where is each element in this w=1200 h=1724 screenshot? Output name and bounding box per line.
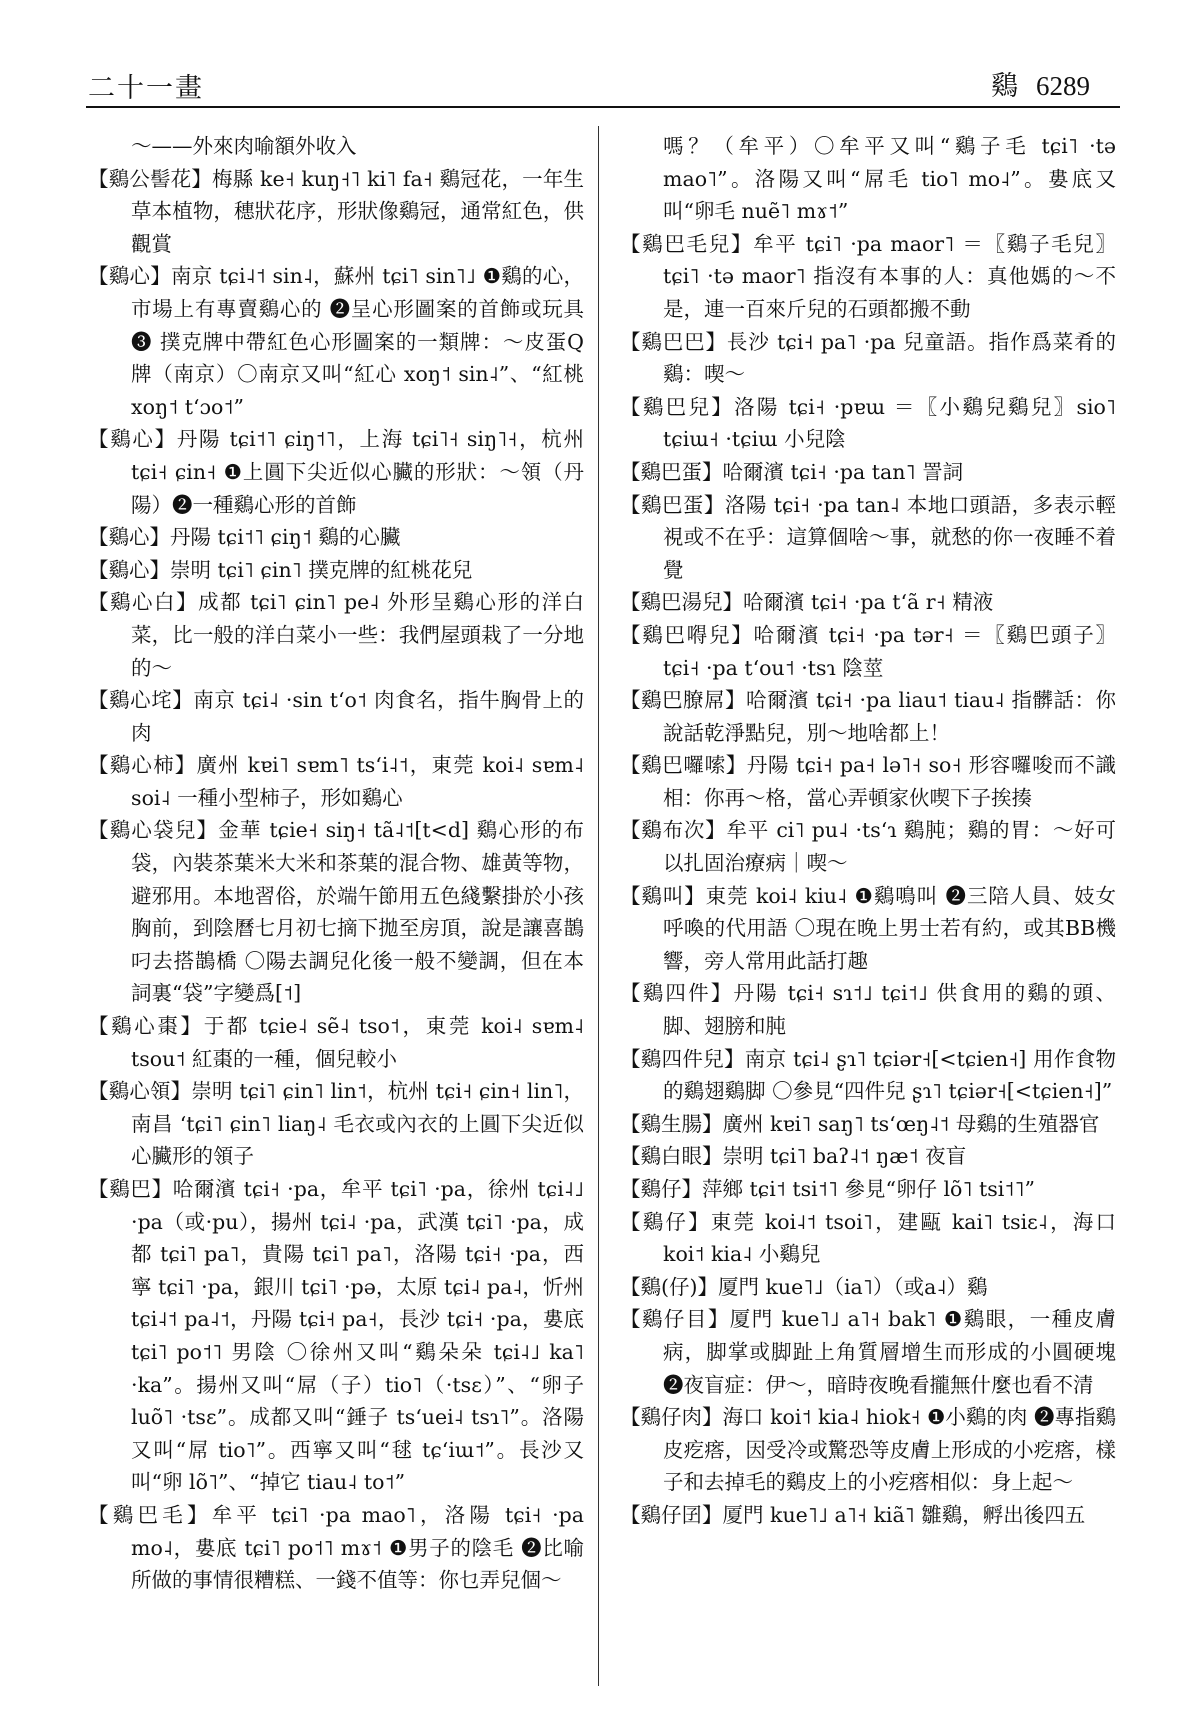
head-character: 鷄 (991, 71, 1018, 102)
dictionary-entry: 【鷄巴膫屌】哈爾濱 tɕi˧ ·pa liau˦ tiau˨ 指髒話：你說話乾淨點兒，別～地啥都上！ (620, 688, 1116, 745)
dictionary-entry: 【鷄心】丹陽 tɕi˦˥ ɕiŋ˦ 鷄的心臟 (88, 525, 401, 550)
dictionary-entry: 【鷄仔目】厦門 kue˥˩ a˥˧ bak˥ ❶鷄眼，一種皮膚病，脚掌或脚趾上角質層增生而形成的小圓硬塊 ❷夜盲症：伊～，暗時夜晚看攏無什麼也看不清 (620, 1307, 1116, 1397)
dictionary-entry: 【鷄巴毛兒】牟平 tɕi˥ ·pa maor˥ ＝〖鷄子毛兒〗tɕi˥ ·tə maor˥ 指沒有本事的人：真他媽的～不是，連一百來斤兒的石頭都搬不動 (620, 231, 1116, 321)
page-header (86, 62, 1120, 108)
dictionary-entry: 【鷄心白】成都 tɕi˥ ɕin˥ pe˨ 外形呈鷄心形的洋白菜，比一般的洋白菜小一些：我們屋頭栽了一分地的～ (88, 590, 584, 680)
dictionary-entry: 【鷄仔囝】厦門 kue˥˩ a˥˧ kiã˥ 雛鷄，孵出後四五 (620, 1502, 1086, 1527)
dictionary-entry: 【鷄生腸】廣州 kɐi˥ saŋ˥ ts‘œŋ˨˦ 母鷄的生殖器官 (620, 1111, 1100, 1136)
dictionary-entry: 【鷄巴巴】長沙 tɕi˧ pa˥ ·pa 兒童語。指作爲菜肴的鷄：喫～ (620, 329, 1116, 387)
left-column (88, 130, 584, 1597)
dictionary-entry: 【鷄巴兒】洛陽 tɕi˧ ·pɐɯ ＝〖小鷄兒鷄兒〗sio˥ tɕiɯ˧ ·tɕiɯ 小兒陰 (620, 394, 1116, 452)
dictionary-entry: 【鷄心袋兒】金華 tɕie˧ siŋ˧ tã˨˦[t<d] 鷄心形的布袋，內裝茶葉米大米和茶葉的混合物、雄黃等物，避邪用。本地習俗，於端午節用五色綫繫掛於小孩胸前，到陰曆七月初七摘下拋至房頂，說是讓喜鵲叼去搭鵲橋 〇陽去調兒化後一般不變調，但在本詞裏“袋”字變爲[˦] (88, 818, 584, 1006)
dictionary-entry: 【鷄心柿】廣州 kɐi˥ sɐm˥ ts‘i˨˦，東莞 koi˨ sɐm˨ soi˨ 一種小型柿子，形如鷄心 (88, 753, 584, 810)
dictionary-entry: 【鷄心】南京 tɕi˨˦ sin˨，蘇州 tɕi˥ sin˥˩ ❶鷄的心，市場上有專賣鷄心的 ❷呈心形圖案的首飾或玩具 ❸ 撲克牌中帶紅色心形圖案的一類牌：～皮蛋Q牌（南京）〇南京又叫“紅心 xoŋ˦ sin˨”、“紅桃 xoŋ˦ t‘ɔo˦” (88, 264, 584, 419)
dictionary-entry: 【鷄心垞】南京 tɕi˨ ·sin t‘o˦ 肉食名，指牛胸骨上的肉 (88, 688, 584, 745)
dictionary-entry: 【鷄巴蛋】洛陽 tɕi˧ ·pa tan˨ 本地口頭語，多表示輕視或不在乎：這算個啥～事，就愁的你一夜睡不着覺 (620, 492, 1116, 582)
running-head (991, 64, 1090, 103)
dictionary-entry: 【鷄巴毛】牟平 tɕi˥ ·pa mao˥，洛陽 tɕi˧ ·pa mo˨，婁底 tɕi˥ po˦˥ mɤ˦ ❶男子的陰毛 ❷比喻所做的事情很糟糕、一錢不值等：你乜弄兒個～ (88, 1502, 584, 1593)
dictionary-entry: 【鷄心】丹陽 tɕi˦˥ ɕiŋ˦˥，上海 tɕi˥˧ siŋ˥˧，杭州 tɕi˧ ɕin˧ ❶上圓下尖近似心臟的形狀：～領（丹陽）❷一種鷄心形的首飾 (88, 427, 584, 517)
dictionary-entry: 【鷄心棗】于都 tɕie˨ sẽ˨ tso˦，東莞 koi˨ sɐm˨ tsou˦ 紅棗的一種，個兒較小 (88, 1014, 584, 1071)
dictionary-entry: 【鷄心領】崇明 tɕi˥ ɕin˥ lin˦，杭州 tɕi˧ ɕin˧ lin˥，南昌 ‘tɕi˥ ɕin˥ liaŋ˨ 毛衣或內衣的上圓下尖近似心臟形的領子 (88, 1079, 584, 1169)
dictionary-entry: 【鷄仔】東莞 koi˨˦ tsoi˥，建甌 kai˥ tsiɛ˨，海口 koi˦ kia˨ 小鷄兒 (620, 1209, 1116, 1267)
dictionary-entry: 【鷄公髻花】梅縣 ke˧ kuŋ˧˥ ki˥ fa˧ 鷄冠花，一年生草本植物，穗狀花序，形狀像鷄冠，通常紅色，供觀賞 (88, 166, 584, 256)
dictionary-entry: 【鷄巴蛋】哈爾濱 tɕi˧ ·pa tan˥ 詈詞 (620, 459, 964, 484)
stroke-count-label: 二十一畫 (88, 73, 204, 104)
dictionary-entry: 【鷄(仔)】厦門 kue˥˩（ia˥）（或a˨）鷄 (620, 1274, 988, 1299)
dictionary-entry: 【鷄仔肉】海口 koi˦ kia˨ hiok˧ ❶小鷄的肉 ❷專指鷄皮疙瘩，因受冷或驚恐等皮膚上形成的小疙瘩，樣子和去掉毛的鷄皮上的小疙瘩相似：身上起～ (620, 1405, 1116, 1495)
dictionary-entry: 【鷄白眼】崇明 tɕi˥ baʔ˨˦ ŋæ˦ 夜盲 (620, 1144, 967, 1169)
column-divider (598, 126, 599, 1686)
dictionary-entry: 【鷄布次】牟平 ci˥ pu˨ ·ts‘ɿ 鷄肫；鷄的胃：～好可以扎固治療病｜喫～ (620, 818, 1116, 876)
dictionary-entry: 【鷄四件】丹陽 tɕi˧ sɿ˦˩ tɕi˦˩ 供食用的鷄的頭、脚、翅膀和肫 (620, 981, 1116, 1039)
dictionary-entry: 【鷄仔】萍鄉 tɕi˦ tsi˦˥ 參見“卵仔 lõ˥ tsi˦˥” (620, 1177, 1036, 1201)
dictionary-entry: 【鷄巴】哈爾濱 tɕi˧ ·pa，牟平 tɕi˥ ·pa，徐州 tɕi˨˩ ·pa（或·pu），揚州 tɕi˨ ·pa，武漢 tɕi˥ ·pa，成都 tɕi˥ pa˥，貴陽 tɕi˥ pa˥，洛陽 tɕi˧ ·pa，西寧 tɕi˥ ·pa，銀川 tɕi˥ ·pə，太原 tɕi˨ pa˨，忻州 tɕi˨˦ pa˨˦，丹陽 tɕi˧ pa˧，長沙 tɕi˧ ·pa，婁底 tɕi˥ po˦˥ 男陰 〇徐州又叫“鷄朵朵 tɕi˨˩ ka˥ ·ka”。揚州又叫“屌（子）tio˥（·tsɛ）”、“卵子 luõ˥ ·tsɛ”。成都又叫“錘子 ts‘uei˨ tsɿ˥”。洛陽又叫“屌 tio˥”。西寧又叫“毬 tɕ‘iɯ˦”。長沙又叫“卵 lõ˥”、“掉它 tiau˨ to˦” (88, 1177, 584, 1495)
dictionary-entry: ～——外來肉喻額外收入 (131, 134, 357, 158)
page-number: 6289 (1036, 71, 1090, 101)
dictionary-entry: 【鷄心】崇明 tɕi˥ ɕin˥ 撲克牌的紅桃花兒 (88, 557, 473, 582)
dictionary-entry: 【鷄巴湯兒】哈爾濱 tɕi˧ ·pa t‘ã r˧ 精液 (620, 590, 994, 615)
right-column (620, 130, 1116, 1532)
dictionary-entry: 嗎？（牟平）〇牟平又叫“鷄子毛 tɕi˥ ·tə mao˥”。洛陽又叫“屌毛 tio˥ mo˨”。婁底又叫“卵毛 nuẽ˥ mɤ˦” (663, 134, 1116, 224)
dictionary-entry: 【鷄巴嘚兒】哈爾濱 tɕi˧ ·pa tər˧ ＝〖鷄巴頭子〗tɕi˧ ·pa t‘ou˦ ·tsɿ 陰莖 (620, 622, 1116, 680)
dictionary-entry: 【鷄四件兒】南京 tɕi˨ ʂɿ˥ tɕiər˧[<tɕien˧] 用作食物的鷄翅鷄脚 〇參見“四件兒 ʂɿ˥ tɕiər˧[<tɕien˧]” (620, 1046, 1116, 1104)
dictionary-entry: 【鷄叫】東莞 koi˨ kiu˨ ❶鷄鳴叫 ❷三陪人員、妓女呼喚的代用語 〇現在晚上男士若有約，或其BB機響，旁人常用此話打趣 (620, 883, 1116, 973)
dictionary-entry: 【鷄巴囉嗦】丹陽 tɕi˧ pa˧ lə˥˧ so˧ 形容囉唆而不識相：你再～格，當心弄頓家伙喫下子挨揍 (620, 753, 1116, 810)
